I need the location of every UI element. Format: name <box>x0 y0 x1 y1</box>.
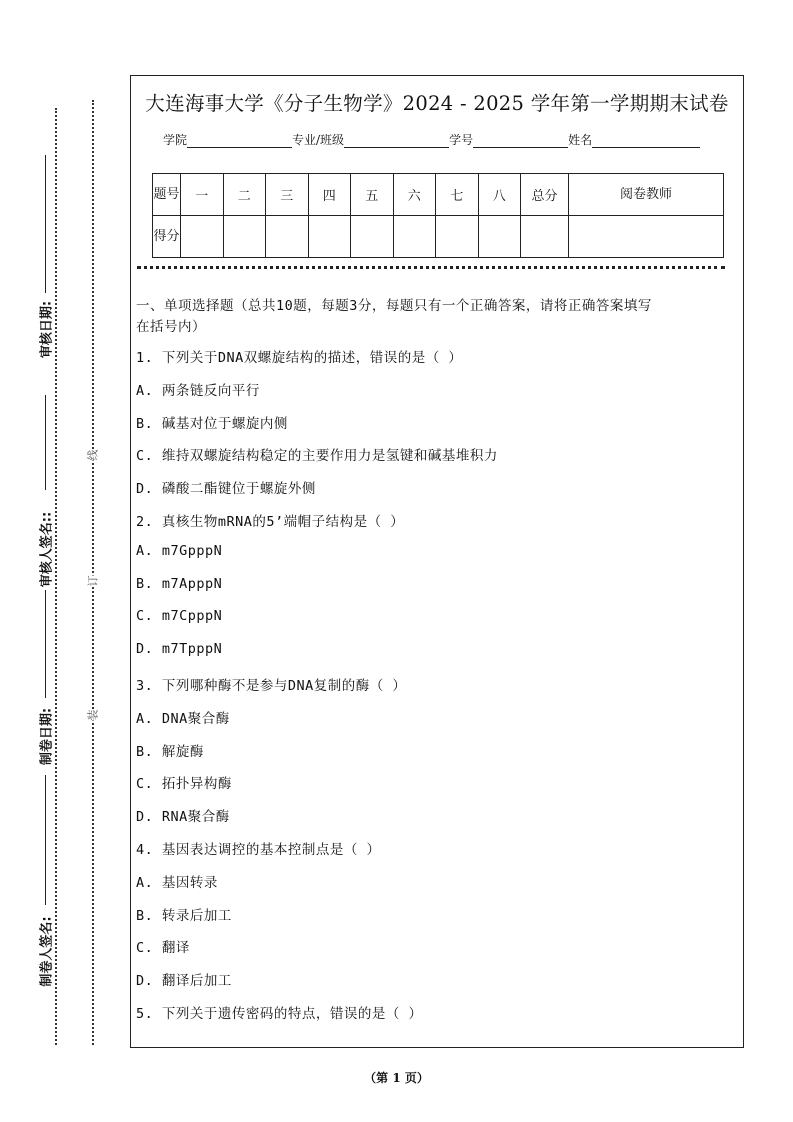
score-cell[interactable] <box>351 216 394 258</box>
cut-char-ding: 订 <box>86 575 100 587</box>
col-6: 六 <box>393 174 436 216</box>
col-8: 八 <box>478 174 521 216</box>
binding-dotted-line-outer <box>55 108 57 1045</box>
score-label: 得分 <box>153 216 181 258</box>
reviewer-signature-underline <box>45 395 46 490</box>
preparer-signature-label: 制卷人签名: <box>39 916 55 987</box>
score-cell[interactable] <box>436 216 479 258</box>
binding-dotted-line-inner <box>92 100 94 1045</box>
major-class-field[interactable] <box>344 133 449 148</box>
score-table <box>152 173 724 258</box>
col-3: 三 <box>266 174 309 216</box>
answer-option: A. DNA聚合酶 <box>136 710 230 727</box>
answer-option: A. m7GpppN <box>136 542 223 559</box>
score-cell[interactable] <box>478 216 521 258</box>
score-cell[interactable] <box>521 216 569 258</box>
college-label: 学院 <box>163 133 188 147</box>
question-stem: 5. 下列关于遗传密码的特点，错误的是（ ） <box>136 1006 423 1022</box>
col-7: 七 <box>436 174 479 216</box>
cut-char-zhuang: 装 <box>86 709 100 721</box>
score-table-header-row <box>153 174 724 216</box>
answer-option: D. 磷酸二酯键位于螺旋外侧 <box>136 481 316 498</box>
student-id-field[interactable] <box>473 133 568 148</box>
college-field[interactable] <box>187 133 292 148</box>
score-cell[interactable] <box>393 216 436 258</box>
major-class-label: 专业/班级 <box>292 133 345 147</box>
answer-option: C. 维持双螺旋结构稳定的主要作用力是氢键和碱基堆积力 <box>136 448 498 465</box>
answer-option: A. 基因转录 <box>136 874 218 891</box>
section-heading-line1: 一、单项选择题（总共10题，每题3分，每题只有一个正确答案，请将正确答案填写 <box>136 298 652 314</box>
answer-option: B. 碱基对位于螺旋内侧 <box>136 415 288 432</box>
col-2: 二 <box>223 174 266 216</box>
answer-option: D. m7TpppN <box>136 641 223 658</box>
preparer-signature-underline <box>45 775 46 905</box>
score-cell[interactable] <box>266 216 309 258</box>
score-cell[interactable] <box>223 216 266 258</box>
review-date-label: 审核日期: <box>39 300 55 359</box>
section-heading-line2: 在括号内） <box>136 319 206 335</box>
prep-date-label: 制卷日期: <box>39 707 55 766</box>
answer-option: A. 两条链反向平行 <box>136 382 260 399</box>
col-grader: 阅卷教师 <box>569 174 724 216</box>
reviewer-signature-label: 审核人签名:: <box>39 511 55 588</box>
question-stem: 3. 下列哪种酶不是参与DNA复制的酶（ ） <box>136 678 407 694</box>
name-label: 姓名 <box>568 133 593 147</box>
col-total: 总分 <box>521 174 569 216</box>
score-cell[interactable] <box>181 216 224 258</box>
answer-option: B. m7ApppN <box>136 575 223 592</box>
question-stem: 4. 基因表达调控的基本控制点是（ ） <box>136 842 381 858</box>
col-5: 五 <box>351 174 394 216</box>
answer-option: C. m7CpppN <box>136 608 223 625</box>
col-1: 一 <box>181 174 224 216</box>
answer-option: B. 转录后加工 <box>136 907 232 924</box>
answer-option: D. RNA聚合酶 <box>136 809 230 826</box>
answer-option: C. 拓扑异构酶 <box>136 776 232 793</box>
review-date-underline <box>45 155 46 293</box>
score-table-score-row <box>153 216 724 258</box>
col-4: 四 <box>308 174 351 216</box>
page-number: （第 1 页） <box>364 1071 429 1085</box>
question-stem: 2. 真核生物mRNA的5’端帽子结构是（ ） <box>136 514 405 530</box>
student-info-line <box>163 131 700 148</box>
answer-option: B. 解旋酶 <box>136 743 204 760</box>
score-cell[interactable] <box>308 216 351 258</box>
prep-date-underline <box>45 590 46 698</box>
answer-option: C. 翻译 <box>136 940 190 957</box>
cut-char-xian: 线 <box>86 449 100 461</box>
question-stem: 1. 下列关于DNA双螺旋结构的描述，错误的是（ ） <box>136 350 463 366</box>
name-field[interactable] <box>592 133 700 148</box>
student-id-label: 学号 <box>449 133 474 147</box>
score-cell[interactable] <box>569 216 724 258</box>
exam-title: 大连海事大学《分子生物学》2024 - 2025 学年第一学期期末试卷 <box>145 92 729 115</box>
answer-option: D. 翻译后加工 <box>136 973 232 990</box>
separator-dotted-line <box>137 266 725 269</box>
question-number-label: 题号 <box>153 174 181 216</box>
